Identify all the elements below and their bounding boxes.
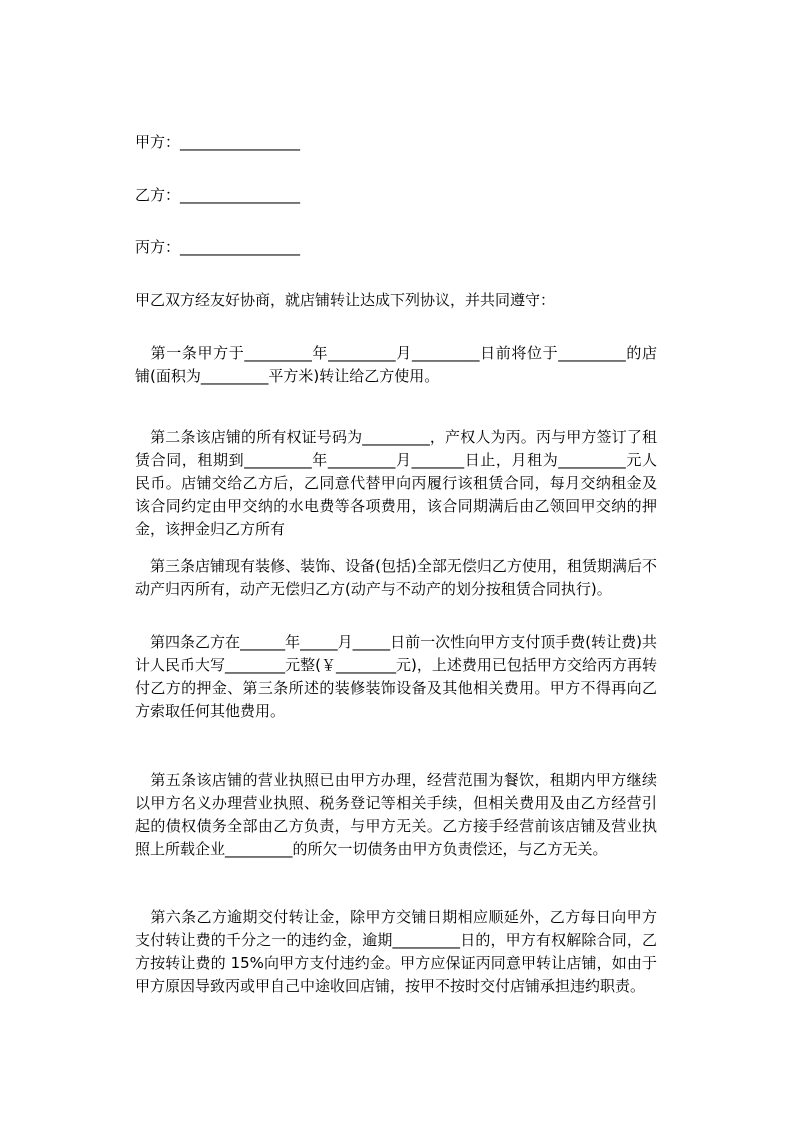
article-5: 第五条该店铺的营业执照已由甲方办理，经营范围为餐饮，租期内甲方继续以甲方名义办理营业执照、税务登记等相关手续，但相关费用及由乙方经营引起的债权债务全部由乙方负责，与甲方无关。乙方接手经营前该店铺及营业执照上所载企业_________的所欠一切债务由甲方负责偿还，与乙方无关。 <box>135 771 657 858</box>
intro-paragraph: 甲乙双方经友好协商，就店铺转让达成下列协议，并共同遵守： <box>135 291 556 309</box>
article-2: 第二条该店铺的所有权证号码为_________，产权人为丙。丙与甲方签订了租赁合同，租期到_________年_________月_______日止，月租为_________元人民币。店铺交给乙方后，乙同意代替甲向丙履行该租赁合同，每月交纳租金及该合同约定由甲交纳的水电费等各项费用，该合同期满后由乙领回甲交纳的押金，该押金归乙方所有 <box>135 428 657 538</box>
article-1: 第一条甲方于_________年_________月_________日前将位于_________的店铺(面积为_________平方米)转让给乙方使用。 <box>135 344 657 385</box>
party-a-line: 甲方：________________ <box>135 133 301 151</box>
party-b-line: 乙方：________________ <box>135 186 301 204</box>
article-3: 第三条店铺现有装修、装饰、设备(包括)全部无偿归乙方使用，租赁期满后不动产归丙所有，动产无偿归乙方(动产与不动产的划分按租赁合同执行)。 <box>135 557 657 598</box>
article-6: 第六条乙方逾期交付转让金，除甲方交铺日期相应顺延外，乙方每日向甲方支付转让费的千分之一的违约金，逾期_________日的，甲方有权解除合同，乙方按转让费的 15%向甲方支付违约金。甲方应保证丙同意甲转让店铺，如由于甲方原因导致丙或甲自己中途收回店铺，按甲不按时交付店铺承担违约职责。 <box>135 908 657 995</box>
article-4: 第四条乙方在______年_____月_____日前一次性向甲方支付顶手费(转让费)共计人民币大写________元整(￥________元)，上述费用已包括甲方交给丙方再转付乙方的押金、第三条所述的装修装饰设备及其他相关费用。甲方不得再向乙方索取任何其他费用。 <box>135 633 657 720</box>
party-c-line: 丙方：________________ <box>135 238 301 256</box>
